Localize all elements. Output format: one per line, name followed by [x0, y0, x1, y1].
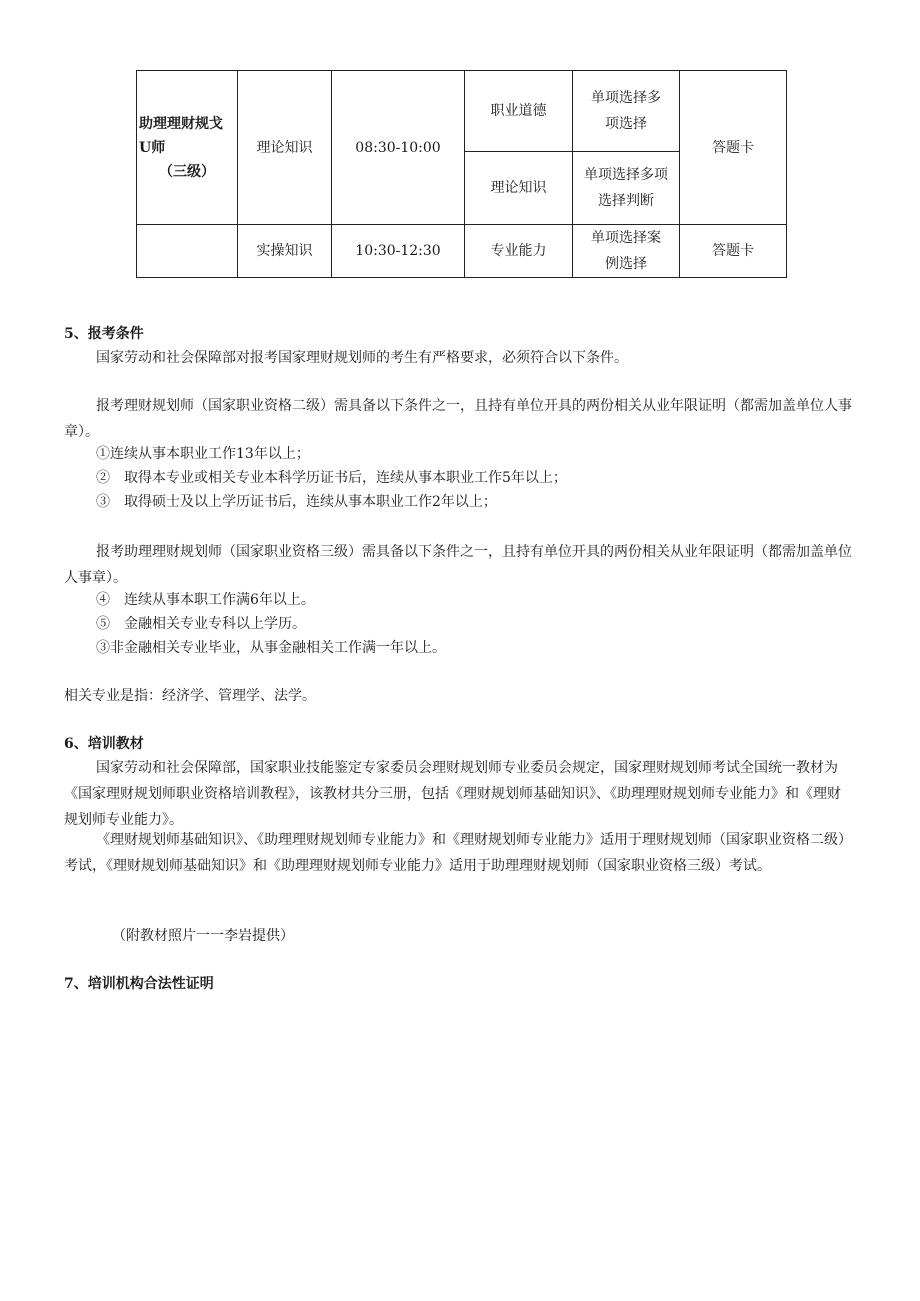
- textbook-paragraph-2: 《理财规划师基础知识》、《助理理财规划师专业能力》和《理财规划师专业能力》适用于理财规划师（国家职业资格二级）考试，《理财规划师基础知识》和《助理理财规划师专业能力》适用于助理理财规划师（国家职业资格三级）考试。: [64, 832, 852, 874]
- type-ethics-line-1: 单项选择多: [591, 90, 661, 106]
- sheet-theory: 答题卡: [680, 71, 787, 225]
- textbook-photo-note: （附教材照片一一李岩提供）: [112, 928, 294, 944]
- section-5-heading: 5、报考条件: [64, 326, 144, 342]
- level2-item-1: ①连续从事本职业工作13年以上；: [96, 446, 310, 462]
- type-professional: [573, 225, 680, 278]
- type-ethics: [573, 71, 680, 152]
- level2-item-3: ③ 取得硕士及以上学历证书后，连续从事本职业工作2年以上；: [96, 494, 497, 510]
- type-professional-line-1: 单项选择案: [591, 230, 661, 246]
- section-5-intro: 国家劳动和社会保障部对报考国家理财规划师的考生有严格要求，必须符合以下条件。: [96, 350, 628, 366]
- exam-schedule-table: [136, 70, 787, 278]
- section-6-heading: 6、培训教材: [64, 736, 144, 752]
- level3-item-1: ④ 连续从事本职工作满6年以上。: [96, 592, 315, 608]
- section-7-heading: 7、培训机构合法性证明: [64, 976, 214, 992]
- role-level: （三级）: [159, 163, 215, 180]
- type-ethics-line-2: 项选择: [605, 116, 647, 132]
- type-theory: [573, 152, 680, 225]
- level3-item-3: ③非金融相关专业毕业，从事金融相关工作满一年以上。: [96, 640, 446, 656]
- part-professional: 专业能力: [465, 225, 573, 278]
- level3-requirement: 报考助理理财规划师（国家职业资格三级）需具备以下条件之一，且持有单位开具的两份相关从业年限证明（都需加盖单位人事章）。: [64, 544, 852, 586]
- time-practice: 10:30-12:30: [332, 225, 465, 278]
- part-theory: 理论知识: [465, 152, 573, 225]
- subject-theory: 理论知识: [238, 71, 332, 225]
- type-professional-line-2: 例选择: [605, 256, 647, 272]
- textbook-paragraph-1: 国家劳动和社会保障部，国家职业技能鉴定专家委员会理财规划师专业委员会规定，国家理财规划师考试全国统一教材为《国家理财规划师职业资格培训教程》，该教材共分三册，包括《理财规划师基础知识》、《助理理财规划师专业能力》和《理财规划师专业能力》。: [64, 760, 841, 828]
- time-theory: 08:30-10:00: [332, 71, 465, 225]
- part-ethics: 职业道德: [465, 71, 573, 152]
- sheet-practice: 答题卡: [680, 225, 787, 278]
- row-practice-role-blank: [137, 225, 238, 278]
- level2-requirement: 报考理财规划师（国家职业资格二级）需具备以下条件之一，且持有单位开具的两份相关从业年限证明（都需加盖单位人事章）。: [64, 398, 852, 440]
- role-line-1: 助理理财规戈: [139, 115, 223, 132]
- type-theory-line-1: 单项选择多项: [584, 167, 668, 183]
- level3-item-2: ⑤ 金融相关专业专科以上学历。: [96, 616, 306, 632]
- subject-practice: 实操知识: [238, 225, 332, 278]
- type-theory-line-2: 选择判断: [598, 193, 654, 209]
- related-majors: 相关专业是指：经济学、管理学、法学。: [64, 688, 316, 704]
- role-cell: [137, 71, 238, 225]
- role-line-2: U师: [139, 139, 166, 156]
- level2-item-2: ② 取得本专业或相关专业本科学历证书后，连续从事本职业工作5年以上；: [96, 470, 567, 486]
